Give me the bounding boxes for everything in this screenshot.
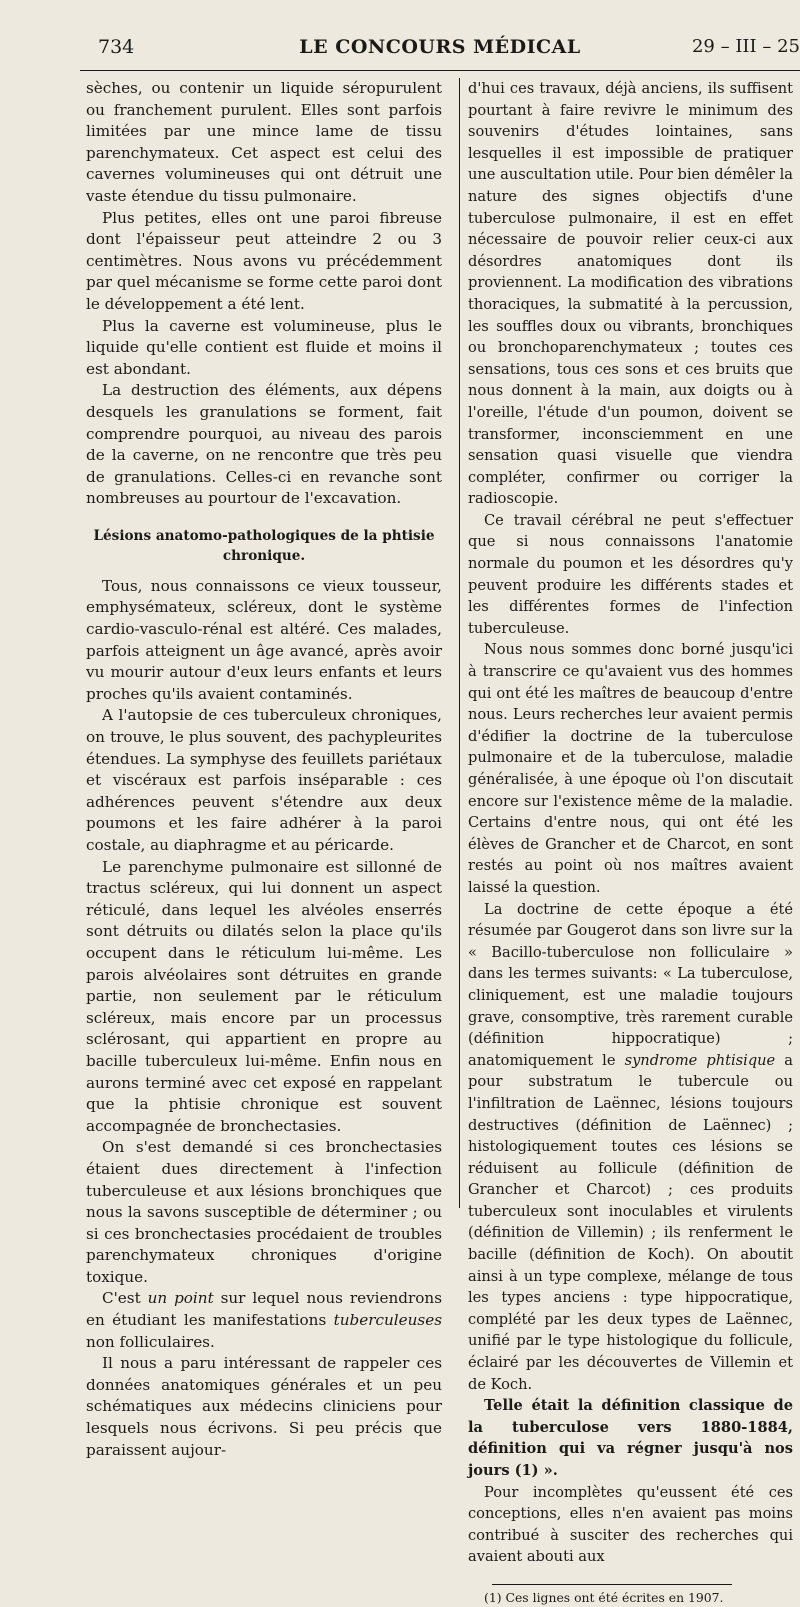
paragraph: [86, 1288, 442, 1353]
text-run: La doctrine de cette époque a été résumée par Gougerot dans son livre sur la « Bacillo-tuberculose non folliculaire » dans les termes suivants: « La tuberculose, cliniquement, est une maladie toujours grave, consomptive, très rarement curable (définition hippocratique) ; anatomiquement le: [468, 900, 793, 1069]
italic-run: tuberculeuses: [333, 1311, 442, 1330]
issue-date: 29 – III – 25: [691, 36, 800, 57]
paragraph: Ce travail cérébral ne peut s'effectuer que si nous connaissons l'anatomie normale du poumon et les désordres qu'y peuvent produire les différents stades et les différentes formes de l'infection tuberculeuse.: [468, 511, 793, 637]
paragraph: Tous, nous connaissons ce vieux tousseur, emphysémateux, scléreux, dont le système cardio-vasculo-rénal est altéré. Ces malades, parfois atteignent un âge avancé, après avoir vu mourir autour d'eux leurs enfants et leurs proches qu'ils avaient contaminés.: [86, 576, 442, 703]
paragraph: La destruction des éléments, aux dépens desquels les granulations se forment, fait comprendre pourquoi, au niveau des parois de la caverne, on ne rencontre que très peu de granulations. Celles-ci en revanche sont nombreuses au pourtour de l'excavation.: [86, 381, 442, 508]
text-run: a pour substratum le tubercule ou l'infiltration de Laënnec, lésions toujours destructives (définition de Laënnec) ; histologiquement toutes ces lésions se réduisent au follicule (définition de Grancher et Charcot) ; ces produits tuberculeux sont inoculables et virulents (définition de Villemin) ; ils renferment le bacille (définition de Koch). On aboutit ainsi à un type complexe, mélange de tous les types anciens : type hippocratique, complété par les deux types de Laënnec, unifié par le type histologique du follicule, éclairé par les découvertes de Villemin et de Koch.: [468, 1051, 793, 1393]
left-column: [86, 78, 442, 1461]
paragraph: Il nous a paru intéressant de rappeler ces données anatomiques générales et un peu schématiques aux médecins cliniciens pour lesquels nous écrivons. Si peu précis que paraissent aujour-: [86, 1354, 442, 1459]
text-run: non folliculaires.: [86, 1332, 215, 1351]
paragraph: Plus petites, elles ont une paroi fibreuse dont l'épaisseur peut atteindre 2 ou 3 centimètres. Nous avons vu précédemment par quel mécanisme se forme cette paroi dont le développement a été lent.: [86, 208, 442, 313]
footnote: (1) Ces lignes ont été écrites en 1907.: [484, 1589, 724, 1605]
text-run: C'est: [102, 1289, 148, 1308]
paragraph: Nous nous sommes donc borné jusqu'ici à transcrire ce qu'avaient vus des hommes qui ont été les maîtres de beaucoup d'entre nous. Leurs recherches leur avaient permis d'édifier la doctrine de la tuberculose pulmonaire et de la tuberculose, maladie généralisée, à une époque où l'on discutait encore sur l'existence même de la maladie. Certains d'entre nous, qui ont été les élèves de Grancher et de Charcot, en sont restés au point où nos maîtres avaient laissé la question.: [468, 641, 793, 896]
column-divider: [459, 78, 460, 1208]
page-header: [80, 32, 800, 62]
text-run: sur lequel nous reviendrons en étudiant les manifestations: [86, 1289, 443, 1330]
paragraph: Telle était la définition classique de la tuberculose vers 1880-1884, définition qui va régner jusqu'à nos jours (1) ».: [468, 1397, 793, 1479]
header-rule: [80, 70, 800, 71]
paragraph: sèches, ou contenir un liquide séropurulent ou franchement purulent. Elles sont parfois limitées par une mince lame de tissu parenchymateux. Cet aspect est celui des cavernes volumineuses qui ont détruit une vaste étendue du tissu pulmonaire.: [86, 79, 442, 205]
italic-run: un point: [147, 1289, 214, 1308]
paragraph: Le parenchyme pulmonaire est sillonné de tractus scléreux, qui lui donnent un aspect réticulé, dans lequel les alvéoles enserrés sont détruits ou dilatés selon la place qu'ils occupent dans le réticulum lui-même. Les parois alvéolaires sont détruites en grande partie, non seulement par le réticulum scléreux, mais encore par un processus sclérosant, qui appartient en propre au bacille tuberculeux lui-même. Enfin nous en aurons terminé avec cet exposé en rappelant que la phtisie chronique est souvent accompagnée de bronchectasies.: [86, 857, 442, 1135]
section-heading-line1: Lésions anatomo-pathologiques de la phtisie: [93, 527, 435, 544]
paragraph: [468, 899, 793, 1396]
italic-run: syndrome phtisique: [624, 1051, 776, 1069]
paragraph: Plus la caverne est volumineuse, plus le liquide qu'elle contient est fluide et moins il est abondant.: [86, 316, 442, 378]
footnote-rule: [492, 1584, 732, 1585]
paragraph: A l'autopsie de ces tuberculeux chroniques, on trouve, le plus souvent, des pachypleurites étendues. La symphyse des feuillets pariétaux et viscéraux est parfois inséparable : ces adhérences peuvent s'étendre aux deux poumons et les faire adhérer à la paroi costale, au diaphragme et au péricarde.: [86, 706, 442, 854]
section-heading: [86, 526, 442, 566]
journal-title: LE CONCOURS MÉDICAL: [299, 36, 581, 58]
paragraph: On s'est demandé si ces bronchectasies étaient dues directement à l'infection tuberculeuse et aux lésions bronchiques que nous la savons susceptible de déterminer ; ou si ces bronchectasies procédaient de troubles parenchymateux chroniques d'origine toxique.: [86, 1138, 442, 1286]
page-number: 734: [98, 36, 135, 58]
right-column: [468, 78, 793, 1607]
section-heading-line2: chronique.: [222, 547, 306, 564]
paragraph: d'hui ces travaux, déjà anciens, ils suffisent pourtant à faire revivre le minimum des souvenirs d'études lointaines, sans lesquelles il est impossible de pratiquer une auscultation utile. Pour bien démêler la nature des signes objectifs d'une tuberculose pulmonaire, il est en effet nécessaire de pouvoir relier ceux-ci aux désordres anatomiques dont ils proviennent. La modification des vibrations thoraciques, la submatité à la percussion, les souffles doux ou vibrants, bronchiques ou bronchoparenchymateux ; toutes ces sensations, tous ces sons et ces bruits que nous donnent à la main, aux doigts ou à l'oreille, l'étude d'un poumon, doivent se transformer, inconsciemment en une sensation quasi visuelle que viendra compléter, confirmer ou corriger la radioscopie.: [468, 80, 793, 508]
paragraph: Pour incomplètes qu'eussent été ces conceptions, elles n'en avaient pas moins contribué à susciter des recherches qui avaient abouti aux: [468, 1483, 793, 1566]
